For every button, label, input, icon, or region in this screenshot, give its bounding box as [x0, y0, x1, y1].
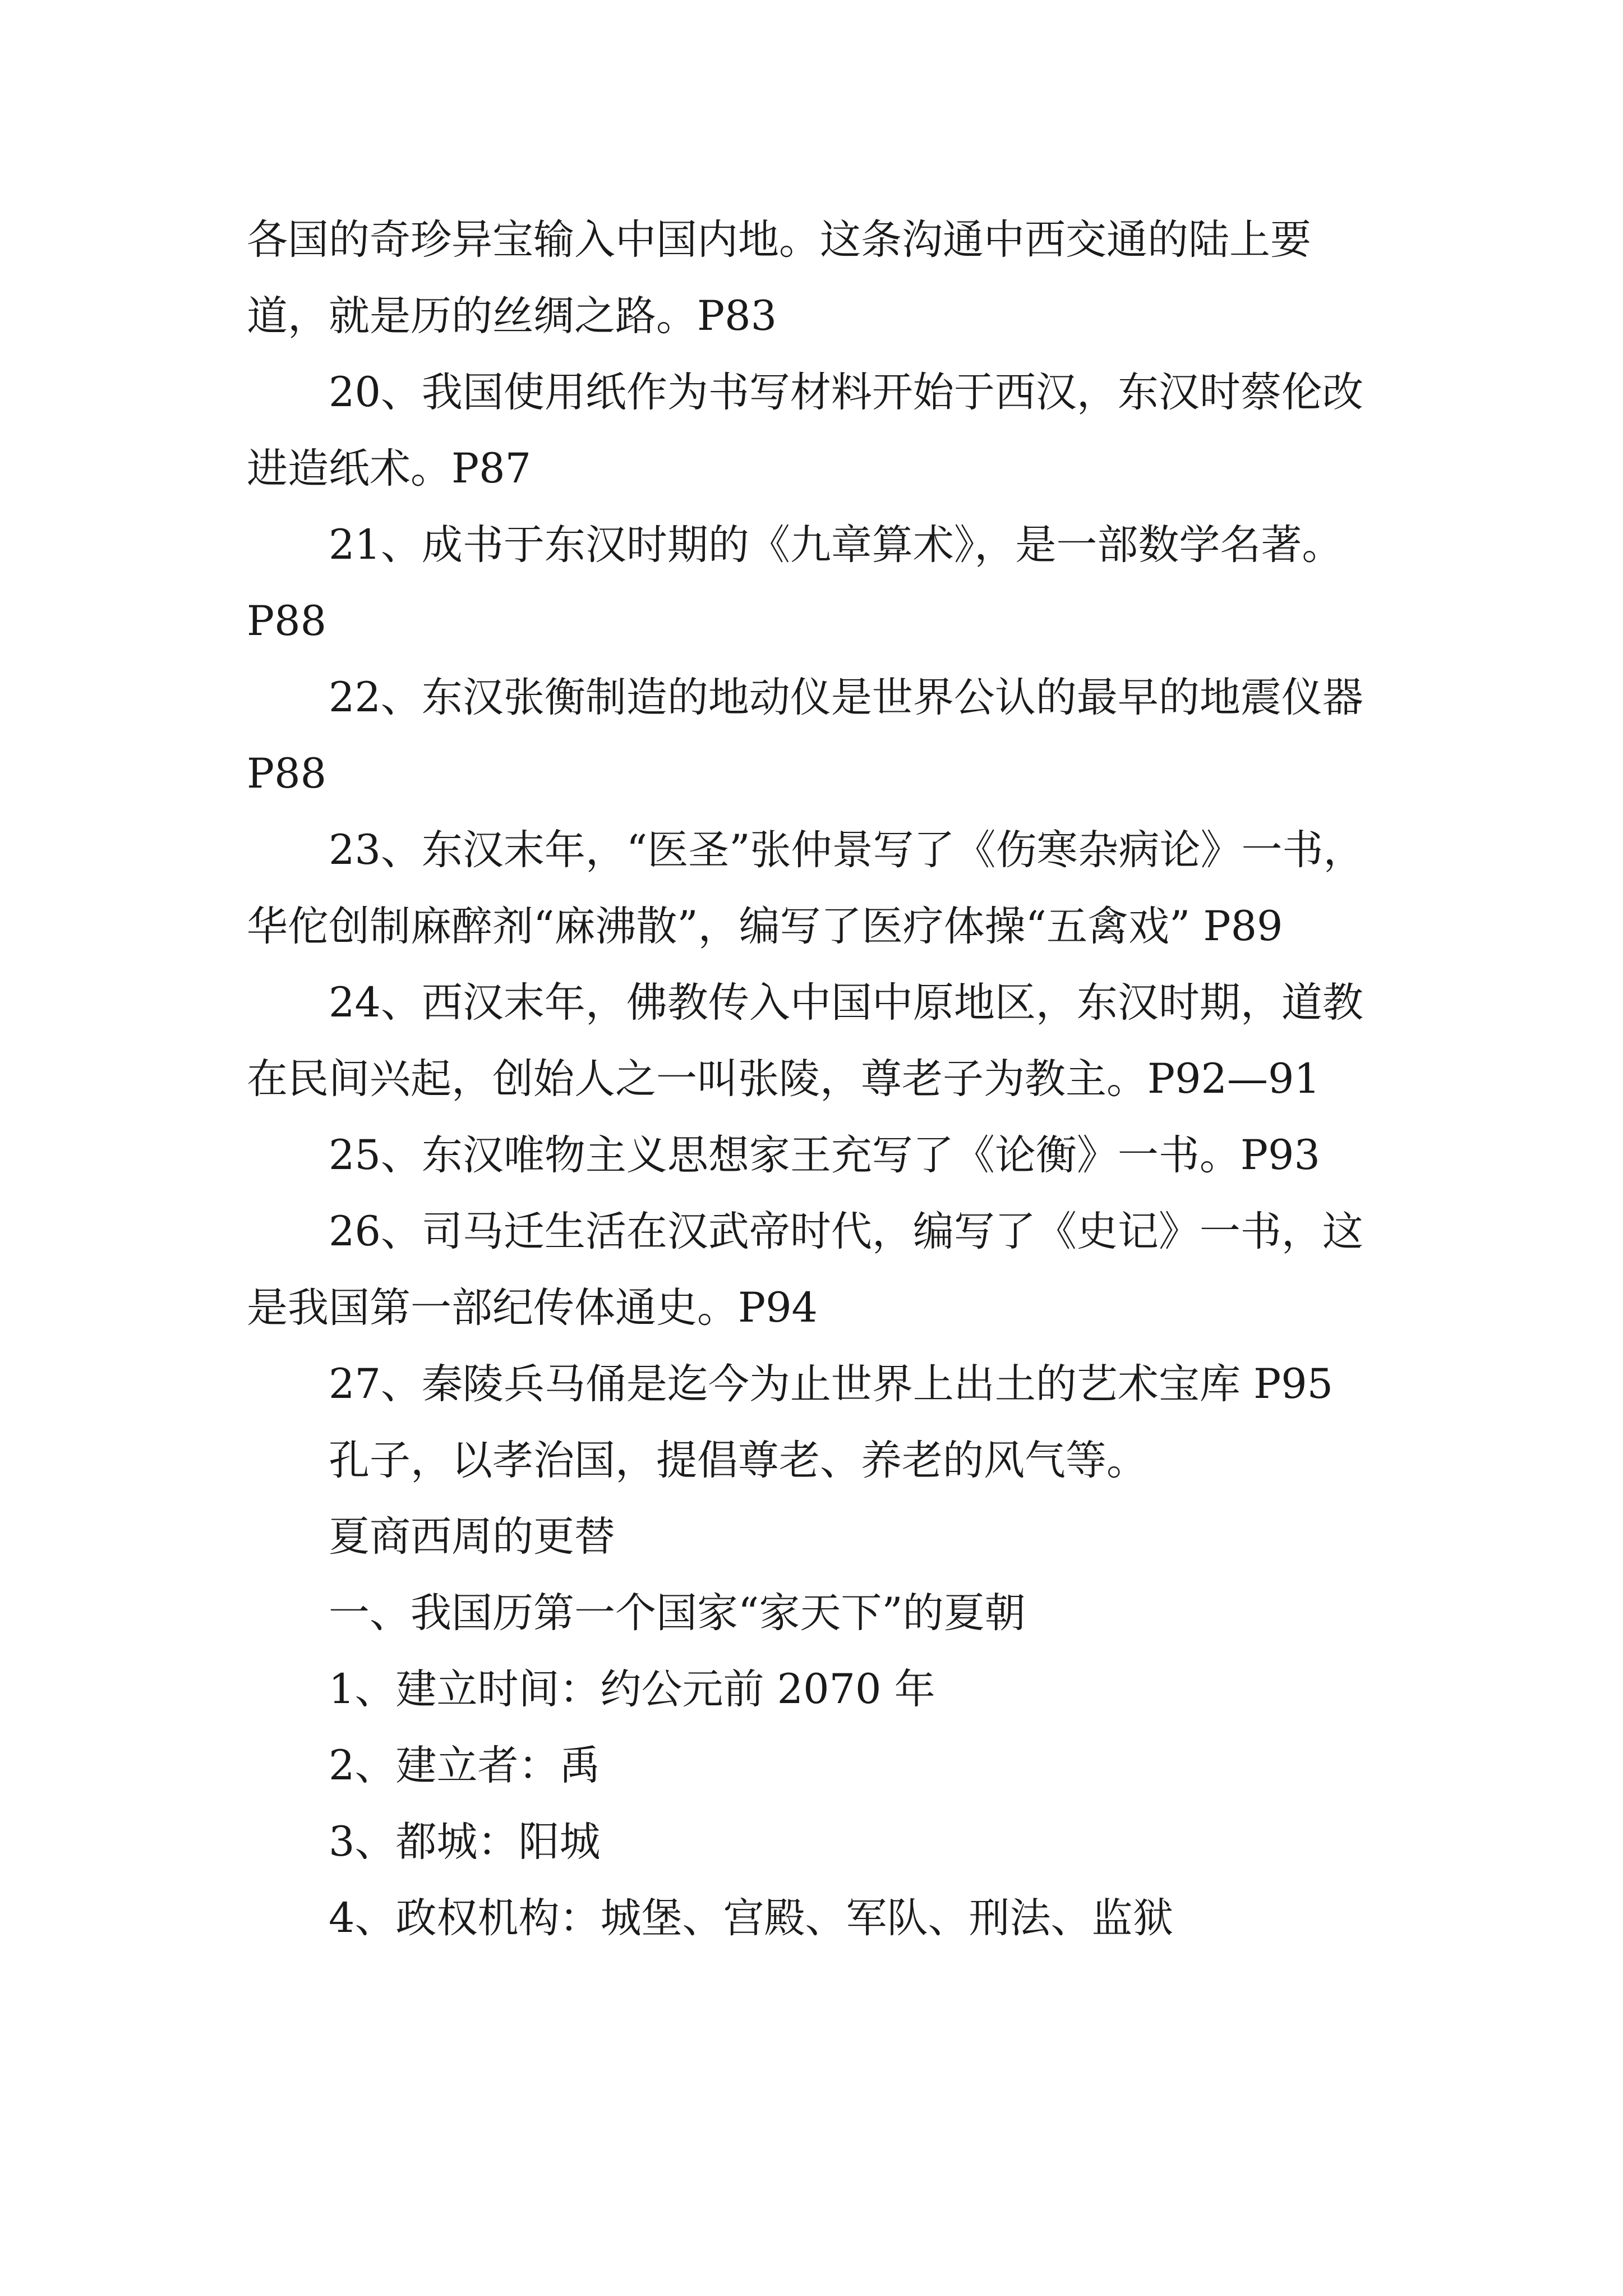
section-heading: 夏商西周的更替 — [329, 1513, 615, 1561]
paragraph-item-22: 22、东汉张衡制造的地动仪是世界公认的最早的地震仪器 P88 — [247, 674, 1363, 798]
paragraph-item-25: 25、东汉唯物主义思想家王充写了《论衡》一书。P93 — [329, 1131, 1320, 1179]
list-item-institutions: 4、政权机构：城堡、宫殿、军队、刑法、监狱 — [329, 1894, 1174, 1942]
paragraph-item-24: 24、西汉末年，佛教传入中国中原地区，东汉时期，道教在民间兴起，创始人之一叫张陵，尊老子为教主。P92—91 — [247, 979, 1363, 1103]
paragraph-item-21: 21、成书于东汉时期的《九章算术》，是一部数学名著。P88 — [247, 521, 1343, 645]
subsection-heading: 一、我国历第一个国家“家天下”的夏朝 — [329, 1589, 1026, 1637]
paragraph-item-23: 23、东汉末年，“医圣”张仲景写了《伤寒杂病论》一书，华佗创制麻醉剂“麻沸散”，编写了医疗体操“五禽戏” P89 — [247, 826, 1364, 950]
list-item-capital: 3、都城：阳城 — [329, 1818, 601, 1866]
paragraph-item-20: 20、我国使用纸作为书写材料开始于西汉，东汉时蔡伦改进造纸术。P87 — [247, 369, 1363, 493]
paragraph-silk-road: 各国的奇珍异宝输入中国内地。这条沟通中西交通的陆上要道，就是历的丝绸之路。P83 — [247, 216, 1311, 340]
document-body — [247, 202, 1385, 1957]
list-item-founding-time: 1、建立时间：约公元前 2070 年 — [329, 1665, 935, 1713]
list-item-founder: 2、建立者：禹 — [329, 1742, 601, 1789]
paragraph-confucius: 孔子，以孝治国，提倡尊老、养老的风气等。 — [329, 1437, 1147, 1484]
paragraph-item-26: 26、司马迁生活在汉武帝时代，编写了《史记》一书，这是我国第一部纪传体通史。P94 — [247, 1208, 1363, 1332]
paragraph-item-27: 27、秦陵兵马俑是迄今为止世界上出土的艺术宝库 P95 — [329, 1360, 1334, 1408]
